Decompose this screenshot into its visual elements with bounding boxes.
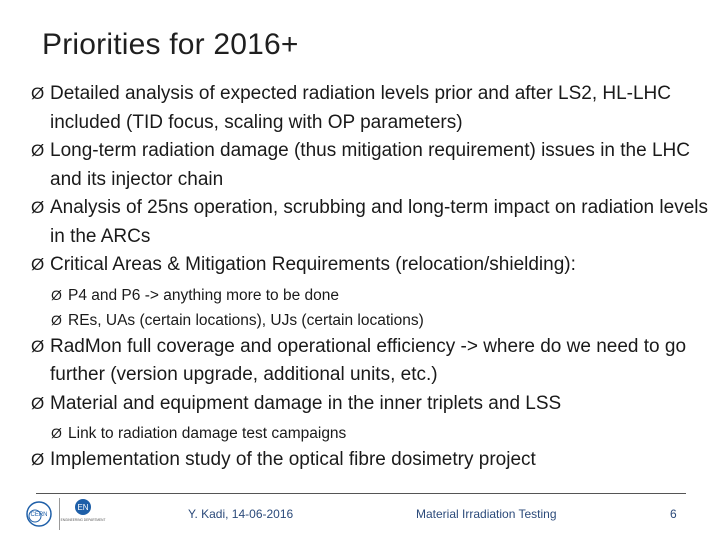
en-department-logo-icon: [60, 497, 106, 531]
arrow-bullet-icon: Ø: [31, 450, 45, 469]
bullet-text: Long-term radiation damage (thus mitigation requirement) issues in the LHC and its injector chain: [50, 140, 690, 190]
arrow-bullet-icon: Ø: [31, 141, 45, 160]
bullet-item: [31, 137, 711, 194]
cern-logo-icon: [24, 499, 54, 529]
bullet-text: Implementation study of the optical fibre dosimetry project: [50, 449, 536, 470]
bullet-item: [31, 446, 711, 475]
slide-title: Priorities for 2016+: [42, 28, 299, 61]
bullet-text: RadMon full coverage and operational efficiency -> where do we need to go further (version upgrade, additional units, etc.): [50, 335, 687, 385]
arrow-bullet-icon: Ø: [31, 255, 45, 274]
arrow-bullet-icon: Ø: [31, 198, 45, 217]
footer-logos: [24, 497, 106, 531]
bullet-text: REs, UAs (certain locations), UJs (certain locations): [68, 311, 424, 329]
footer-author-date: Y. Kadi, 14-06-2016: [188, 507, 294, 521]
bullet-item: [31, 390, 711, 419]
bullet-list: [31, 80, 711, 475]
footer-divider: [36, 493, 686, 494]
bullet-text: P4 and P6 -> anything more to be done: [68, 286, 340, 304]
arrow-bullet-icon: Ø: [31, 393, 45, 413]
arrow-bullet-icon: Ø: [51, 425, 62, 441]
bullet-item: [31, 194, 711, 251]
sub-bullet-item: [31, 308, 711, 333]
bullet-text: Material and equipment damage in the inner triplets and LSS: [50, 392, 562, 414]
bullet-text: Detailed analysis of expected radiation levels prior and after LS2, HL-LHC included (TID focus, scaling with OP parameters): [50, 83, 671, 133]
sub-bullet-item: [31, 283, 711, 308]
arrow-bullet-icon: Ø: [31, 84, 45, 103]
svg-text:EN: EN: [77, 503, 89, 512]
arrow-bullet-icon: Ø: [31, 336, 45, 356]
bullet-text: Critical Areas & Mitigation Requirements (relocation/shielding):: [50, 254, 576, 275]
footer-topic: Material Irradiation Testing: [416, 507, 557, 521]
arrow-bullet-icon: Ø: [51, 286, 62, 303]
sub-bullet-item: [31, 421, 711, 446]
page-number: 6: [670, 507, 677, 521]
bullet-text: Link to radiation damage test campaigns: [68, 425, 347, 442]
logo-separator: [59, 498, 60, 530]
svg-text:ENGINEERING DEPARTMENT: ENGINEERING DEPARTMENT: [60, 518, 106, 522]
bullet-item: [31, 251, 711, 280]
bullet-text: Analysis of 25ns operation, scrubbing and long-term impact on radiation levels in the ARCs: [50, 197, 708, 247]
bullet-item: [31, 80, 711, 137]
svg-text:CERN: CERN: [30, 512, 48, 518]
arrow-bullet-icon: Ø: [51, 311, 62, 328]
bullet-item: [31, 333, 711, 390]
